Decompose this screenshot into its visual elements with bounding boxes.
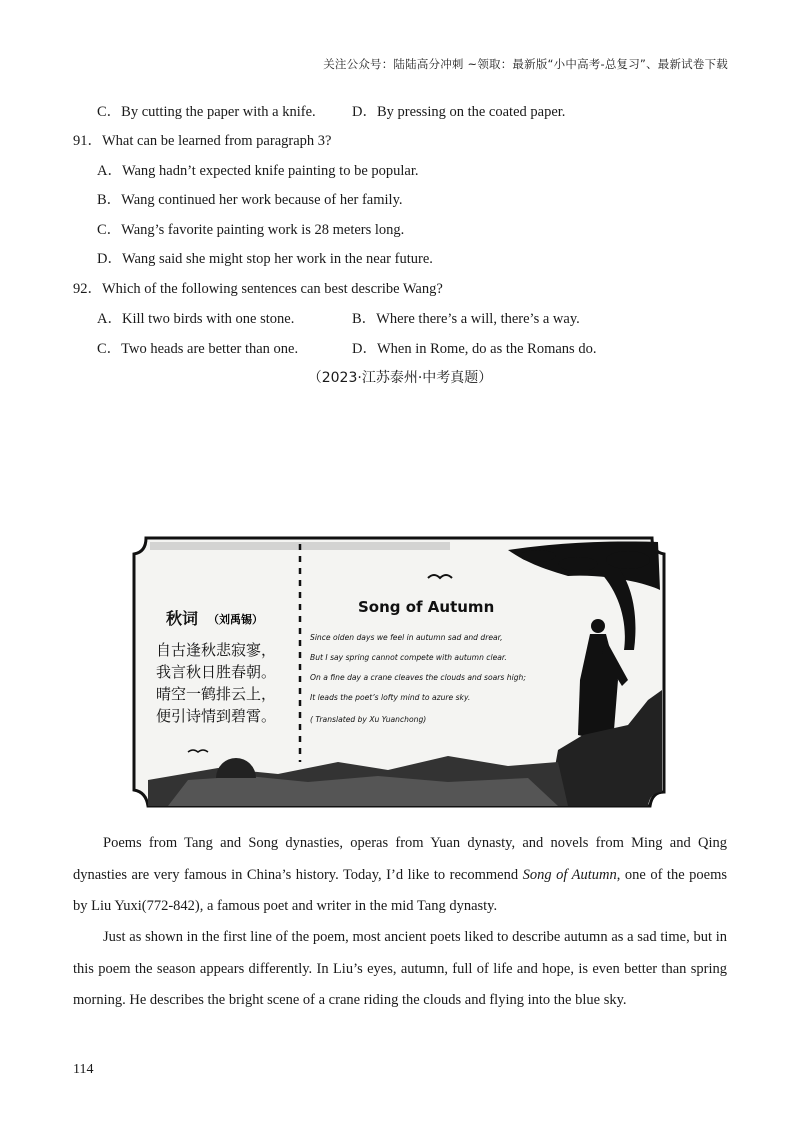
cn-poem-line-4: 便引诗情到碧霄。 (156, 707, 277, 725)
q92-option-b: B．Where there’s a will, there’s a way. (352, 311, 580, 327)
cn-poem-line-3: 晴空一鹤排云上， (156, 685, 277, 703)
en-poem-line-3: On a fine day a crane cleaves the clouds and soars high; (310, 673, 526, 682)
q90-option-d: D．By pressing on the coated paper. (352, 104, 566, 120)
q92-option-d: D．When in Rome, do as the Romans do. (352, 341, 597, 357)
q91-option-d: D．Wang said she might stop her work in the near future. (97, 251, 433, 267)
p1-text-b: , one of the poems by Liu Yuxi(772-842), a famous poet and writer in the mid Tang dynasty. (73, 866, 727, 914)
q92-option-a: A．Kill two birds with one stone. (97, 311, 295, 327)
poem-illustration (128, 530, 670, 812)
q92-option-c: C．Two heads are better than one. (97, 341, 299, 357)
q90-option-c: C．By cutting the paper with a knife. (97, 104, 316, 120)
hills-graphic (168, 776, 558, 806)
page-number: 114 (73, 1062, 94, 1077)
passage-paragraph-1 (73, 828, 727, 923)
p1-text-a: Poems from Tang and Song dynasties, operas from Yuan dynasty, and novels from Ming and Qing dynasties are very famous in China’s history. Today, I’d like to recommend (73, 835, 727, 883)
p1-poem-title: Song of Autumn (522, 866, 617, 883)
cn-poem-line-2: 我言秋日胜春朝。 (156, 663, 277, 681)
exam-source: （2023·江苏泰州·中考真题） (307, 370, 493, 386)
q91-option-b: B．Wang continued her work because of her family. (97, 192, 403, 208)
p2-text: Just as shown in the first line of the poem, most ancient poets liked to describe autumn as a sad time, but in this poem the season appears differently. In Liu’s eyes, autumn, full of life and hope, is even better than spring morning. He describes the bright scene of a crane riding the clouds and flying into the blue sky. (73, 929, 727, 1008)
cn-poem-title: 秋词 (166, 609, 199, 628)
en-poem-line-2: But I say spring cannot compete with autumn clear. (310, 653, 507, 662)
cn-poem-author: （刘禹锡） (208, 613, 263, 626)
en-poem-line-4: It leads the poet’s lofty mind to azure sky. (310, 693, 471, 702)
q91-stem: 91．What can be learned from paragraph 3? (73, 133, 332, 149)
en-poem-line-1: Since olden days we feel in autumn sad and drear, (310, 633, 503, 642)
cn-poem-line-1: 自古逢秋悲寂寥， (156, 641, 277, 659)
en-poem-title: Song of Autumn (358, 598, 495, 616)
page-header: 关注公众号：陆陆高分冲刺 ~领取：最新版“小中高考-总复习”、最新试卷下载 (323, 57, 728, 71)
passage-paragraph-2 (73, 922, 727, 1017)
q91-option-a: A．Wang hadn’t expected knife painting to be popular. (97, 163, 419, 179)
translator-credit: ( Translated by Xu Yuanchong) (310, 715, 427, 724)
q91-option-c: C．Wang’s favorite painting work is 28 meters long. (97, 222, 405, 238)
q92-stem: 92．Which of the following sentences can best describe Wang? (73, 281, 443, 297)
